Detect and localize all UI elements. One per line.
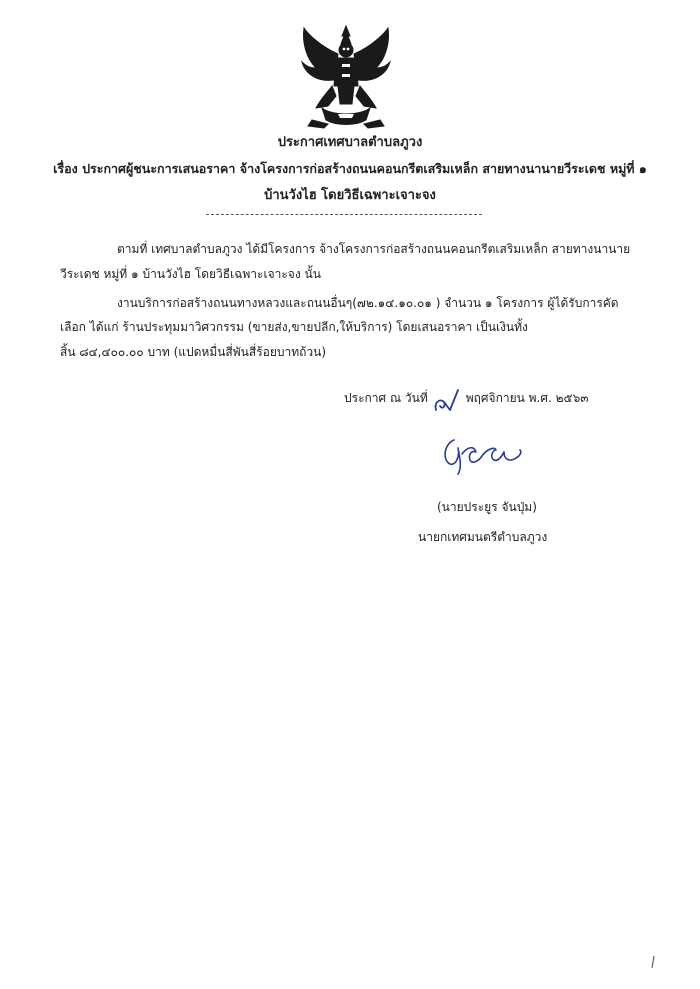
body-paragraph-1-line-2: วีระเดช หมู่ที่ ๑ บ้านวังไฮ โดยวิธีเฉพาะเจาะจง นั้น	[60, 267, 321, 281]
garuda-emblem-icon	[298, 24, 394, 130]
announcement-prefix: ประกาศ ณ วันที่	[344, 391, 428, 405]
signature-icon	[440, 430, 532, 476]
signatory-name: (นายประยูร จันปุ่ม)	[437, 500, 537, 514]
document-subject-continued: บ้านวังไฮ โดยวิธีเฉพาะเจาะจง	[264, 188, 436, 203]
body-paragraph-2-line-3: สิ้น ๘๔,๔๐๐.๐๐ บาท (แปดหมื่นสี่พันสี่ร้อยบาทถ้วน)	[60, 345, 327, 359]
header-divider	[206, 214, 482, 215]
document-subject: เรื่อง ประกาศผู้ชนะการเสนอราคา จ้างโครงการก่อสร้างถนนคอนกรีตเสริมเหล็ก สายทางนานายวีระเดช หมู่ที่ ๑	[53, 161, 647, 176]
body-paragraph-2-line-2: เลือก ได้แก่ ร้านประทุมมาวิศวกรรม (ขายส่ง,ขายปลีก,ให้บริการ) โดยเสนอราคา เป็นเงินทั้ง	[60, 320, 528, 334]
handwritten-day-icon	[432, 388, 462, 414]
body-paragraph-2-line-1: งานบริการก่อสร้างถนนทางหลวงและถนนอื่นๆ(๗๒.๑๔.๑๐.๐๑ ) จำนวน ๑ โครงการ ผู้ได้รับการคัด	[117, 296, 619, 310]
document-title: ประกาศเทศบาลตำบลภูวง	[277, 135, 423, 150]
signatory-position: นายกเทศมนตรีตำบลภูวง	[418, 530, 548, 544]
scan-mark-icon	[650, 955, 656, 969]
body-paragraph-1-line-1: ตามที่ เทศบาลตำบลภูวง ได้มีโครงการ จ้างโครงการก่อสร้างถนนคอนกรีตเสริมเหล็ก สายทางนานาย	[117, 242, 631, 256]
announcement-date	[344, 389, 588, 408]
announcement-suffix: พฤศจิกายน พ.ศ. ๒๕๖๓	[465, 391, 589, 405]
